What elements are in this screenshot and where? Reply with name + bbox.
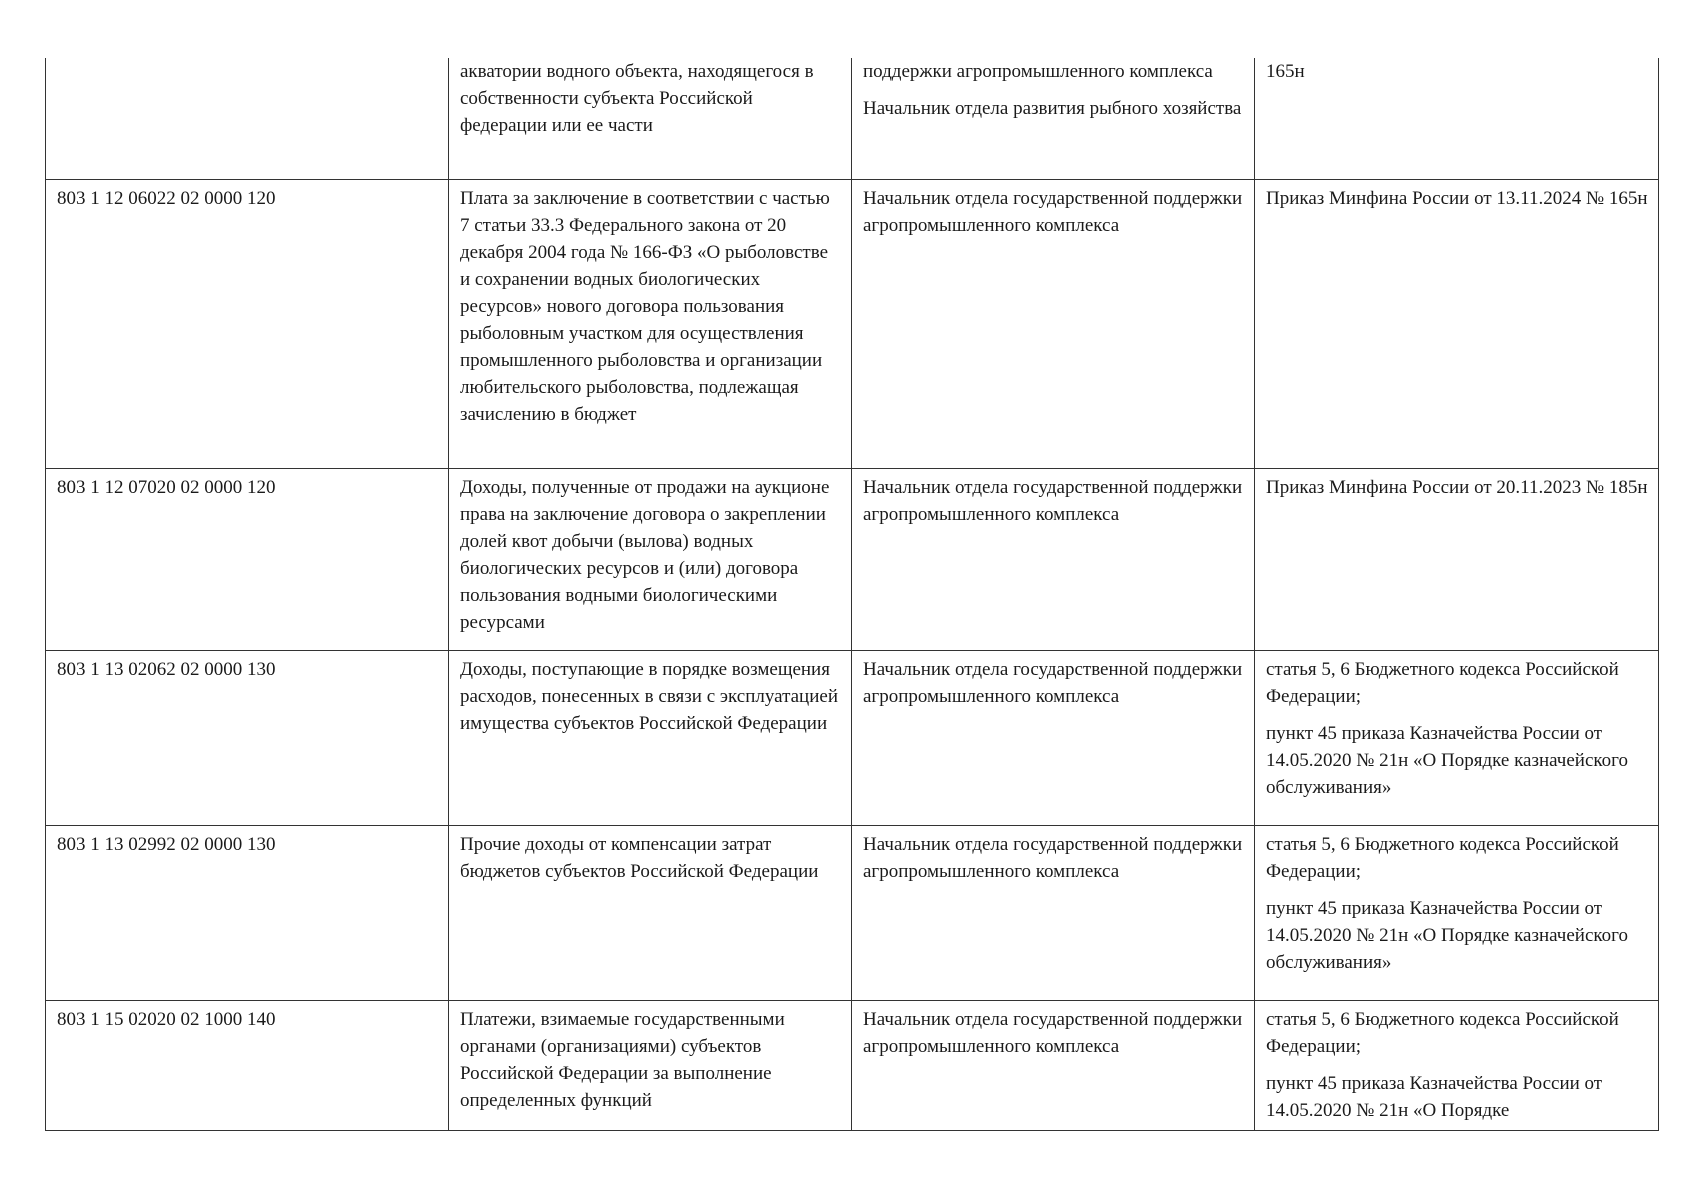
- revenue-name-cell: Плата за заключение в соответствии с частью 7 статьи 33.3 Федерального закона от 20 декабря 2004 года № 166-ФЗ «О рыболовстве и сохранении водных биологических ресурсов» нового договора пользования рыболовным участком для осуществления промышленного рыболовства и организации любительского рыболовства, подлежащая зачислению в бюджет: [449, 179, 852, 468]
- table-row: [46, 468, 1659, 650]
- legal-basis-text: пункт 45 приказа Казначейства России от 14.05.2020 № 21н «О Порядке казначейского обслуживания»: [1266, 897, 1628, 973]
- administrator-cell: [852, 58, 1255, 179]
- revenue-name-cell: Доходы, полученные от продажи на аукционе права на заключение договора о закреплении долей квот добычи (вылова) водных биологических ресурсов и (или) договора пользования водными биологическими ресурсами: [449, 468, 852, 650]
- revenue-name-cell: Платежи, взимаемые государственными органами (организациями) субъектов Российской Федерации за выполнение определенных функций: [449, 1000, 852, 1130]
- legal-basis-text: Приказ Минфина России от 13.11.2024 № 165н: [1266, 187, 1648, 209]
- table-row: [46, 1000, 1659, 1130]
- legal-basis-cell: [1255, 179, 1659, 468]
- revenue-name-cell: акватории водного объекта, находящегося в собственности субъекта Российской федерации или ее части: [449, 58, 852, 179]
- administrator-text: Начальник отдела государственной поддержки агропромышленного комплекса: [863, 476, 1243, 525]
- legal-basis-cell: [1255, 650, 1659, 825]
- table-row: [46, 650, 1659, 825]
- legal-basis-text: 165н: [1266, 61, 1305, 82]
- revenue-codes-table-page: [45, 58, 1658, 1131]
- legal-basis-cell: [1255, 1000, 1659, 1130]
- administrator-text: Начальник отдела государственной поддержки агропромышленного комплекса: [863, 833, 1243, 882]
- budget-code-cell: 803 1 12 06022 02 0000 120: [46, 179, 449, 468]
- administrator-text: Начальник отдела государственной поддержки агропромышленного комплекса: [863, 187, 1243, 236]
- legal-basis-cell: [1255, 58, 1659, 179]
- administrator-text: поддержки агропромышленного комплекса: [863, 61, 1213, 82]
- budget-code-cell: 803 1 12 07020 02 0000 120: [46, 468, 449, 650]
- legal-basis-cell: [1255, 468, 1659, 650]
- budget-code-cell: 803 1 13 02992 02 0000 130: [46, 825, 449, 1000]
- administrator-cell: [852, 1000, 1255, 1130]
- administrator-cell: [852, 468, 1255, 650]
- table-row: [46, 825, 1659, 1000]
- budget-code-cell: [46, 58, 449, 179]
- administrator-text: Начальник отдела государственной поддержки агропромышленного комплекса: [863, 1008, 1243, 1057]
- legal-basis-text: статья 5, 6 Бюджетного кодекса Российской Федерации;: [1266, 658, 1619, 707]
- legal-basis-text: пункт 45 приказа Казначейства России от 14.05.2020 № 21н «О Порядке: [1266, 1072, 1603, 1121]
- revenue-codes-table: [45, 58, 1659, 1131]
- budget-code-cell: 803 1 13 02062 02 0000 130: [46, 650, 449, 825]
- legal-basis-text: пункт 45 приказа Казначейства России от 14.05.2020 № 21н «О Порядке казначейского обслуживания»: [1266, 722, 1628, 798]
- legal-basis-cell: [1255, 825, 1659, 1000]
- table-row: [46, 179, 1659, 468]
- revenue-name-cell: Прочие доходы от компенсации затрат бюджетов субъектов Российской Федерации: [449, 825, 852, 1000]
- legal-basis-text: статья 5, 6 Бюджетного кодекса Российской Федерации;: [1266, 1008, 1619, 1057]
- table-row: [46, 58, 1659, 179]
- revenue-name-cell: Доходы, поступающие в порядке возмещения расходов, понесенных в связи с эксплуатацией имущества субъектов Российской Федерации: [449, 650, 852, 825]
- administrator-text: Начальник отдела государственной поддержки агропромышленного комплекса: [863, 658, 1243, 707]
- legal-basis-text: статья 5, 6 Бюджетного кодекса Российской Федерации;: [1266, 833, 1619, 882]
- administrator-cell: [852, 650, 1255, 825]
- administrator-text: Начальник отдела развития рыбного хозяйства: [863, 98, 1242, 119]
- legal-basis-text: Приказ Минфина России от 20.11.2023 № 185н: [1266, 476, 1648, 498]
- administrator-cell: [852, 179, 1255, 468]
- budget-code-cell: 803 1 15 02020 02 1000 140: [46, 1000, 449, 1130]
- administrator-cell: [852, 825, 1255, 1000]
